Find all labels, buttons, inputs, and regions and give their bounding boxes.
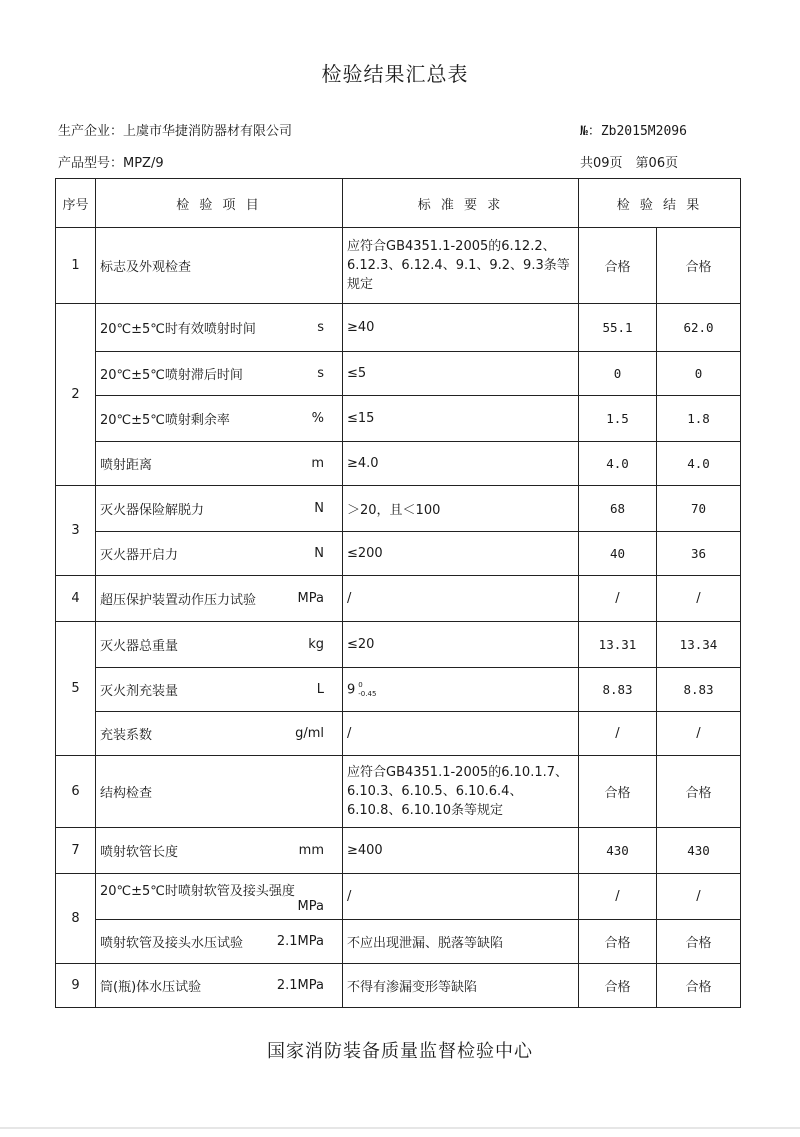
- result-cell: 合格: [579, 756, 657, 828]
- table-row: [56, 486, 741, 532]
- unit-label: s: [317, 366, 324, 381]
- result-cell: 合格: [579, 228, 657, 304]
- seq-cell: 8: [56, 874, 96, 964]
- requirement-value: 9: [347, 682, 356, 697]
- product-model: 产品型号：MPZ/9: [58, 156, 164, 171]
- seq-cell: 1: [56, 228, 96, 304]
- item-cell: [96, 964, 343, 1008]
- result-cell: /: [657, 576, 741, 622]
- item-label: 超压保护装置动作压力试验: [100, 593, 257, 608]
- unit-label: mm: [298, 843, 324, 858]
- requirement-cell: ≤15: [343, 396, 579, 442]
- unit-label: g/ml: [295, 726, 324, 741]
- requirement-cell: 不得有渗漏变形等缺陷: [343, 964, 579, 1008]
- item-label: 灭火器总重量: [100, 639, 179, 654]
- table-row: [56, 828, 741, 874]
- result-cell: 36: [657, 532, 741, 576]
- result-cell: 430: [579, 828, 657, 874]
- item-cell: [96, 532, 343, 576]
- requirement-cell: 不应出现泄漏、脱落等缺陷: [343, 920, 579, 964]
- unit-label: MPa: [297, 591, 324, 606]
- unit-label: s: [317, 320, 324, 335]
- result-cell: 合格: [657, 964, 741, 1008]
- result-cell: 4.0: [657, 442, 741, 486]
- result-cell: 62.0: [657, 304, 741, 352]
- result-cell: 40: [579, 532, 657, 576]
- item-label: 喷射距离: [100, 458, 153, 473]
- result-cell: 合格: [657, 756, 741, 828]
- item-label: 灭火器保险解脱力: [100, 503, 205, 518]
- unit-label: N: [314, 501, 324, 516]
- seq-cell: 2: [56, 304, 96, 486]
- page-count: 共09页 第06页: [580, 156, 679, 171]
- result-cell: /: [657, 874, 741, 920]
- table-row: [56, 874, 741, 920]
- result-cell: 合格: [657, 228, 741, 304]
- requirement-cell: 应符合GB4351.1-2005的6.10.1.7、6.10.3、6.10.5、6.10.6.4、6.10.8、6.10.10条等规定: [343, 756, 579, 828]
- table-row: [56, 228, 741, 304]
- item-label: 充装系数: [100, 728, 153, 743]
- table-row: [56, 352, 741, 396]
- seq-cell: 4: [56, 576, 96, 622]
- result-cell: /: [579, 712, 657, 756]
- unit-label: MPa: [297, 898, 324, 914]
- item-label: 灭火剂充装量: [100, 684, 179, 699]
- result-cell: 55.1: [579, 304, 657, 352]
- result-cell: 合格: [579, 920, 657, 964]
- item-cell: [96, 920, 343, 964]
- result-cell: 合格: [579, 964, 657, 1008]
- item-cell: [96, 576, 343, 622]
- item-label: 喷射软管长度: [100, 845, 179, 860]
- requirement-cell: ≥400: [343, 828, 579, 874]
- requirement-cell: /: [343, 874, 579, 920]
- requirement-cell: /: [343, 712, 579, 756]
- table-row: [56, 712, 741, 756]
- item-cell: [96, 874, 343, 920]
- tolerance-upper: 0: [358, 680, 363, 689]
- item-label: 筒(瓶)体水压试验: [100, 980, 202, 995]
- seq-cell: 5: [56, 622, 96, 756]
- requirement-cell: ≤20: [343, 622, 579, 668]
- result-cell: 0: [657, 352, 741, 396]
- table-row: [56, 668, 741, 712]
- requirement-cell: /: [343, 576, 579, 622]
- header-item: 检 验 项 目: [96, 179, 343, 228]
- manufacturer: 生产企业：上虞市华捷消防器材有限公司: [58, 124, 293, 139]
- item-label: 标志及外观检查: [100, 260, 192, 275]
- result-cell: 合格: [657, 920, 741, 964]
- scan-edge-line: [0, 1127, 800, 1129]
- result-cell: 1.5: [579, 396, 657, 442]
- requirement-cell: ≥40: [343, 304, 579, 352]
- item-cell: [96, 352, 343, 396]
- item-cell: [96, 712, 343, 756]
- unit-label: m: [311, 456, 324, 471]
- item-cell: [96, 828, 343, 874]
- header-seq: 序号: [56, 179, 96, 228]
- seq-cell: 9: [56, 964, 96, 1008]
- unit-label: kg: [308, 637, 324, 652]
- unit-label: %: [311, 411, 324, 426]
- seq-cell: 6: [56, 756, 96, 828]
- tolerance-lower: -0.45: [358, 689, 377, 698]
- item-cell: [96, 228, 343, 304]
- table-row: [56, 396, 741, 442]
- unit-label: 2.1MPa: [276, 978, 324, 993]
- item-cell: [96, 622, 343, 668]
- table-row: [56, 442, 741, 486]
- requirement-cell: 应符合GB4351.1-2005的6.12.2、6.12.3、6.12.4、9.1、9.2、9.3条等规定: [343, 228, 579, 304]
- item-label: 20℃±5℃时有效喷射时间: [100, 322, 256, 337]
- tolerance: [358, 681, 376, 699]
- item-label: 20℃±5℃时喷射软管及接头强度: [100, 883, 295, 899]
- item-cell: [96, 304, 343, 352]
- requirement-cell: ＞20，且＜100: [343, 486, 579, 532]
- seq-cell: 7: [56, 828, 96, 874]
- page-title: 检验结果汇总表: [321, 62, 469, 86]
- result-cell: 430: [657, 828, 741, 874]
- result-cell: 4.0: [579, 442, 657, 486]
- unit-label: L: [316, 682, 324, 697]
- item-cell: [96, 442, 343, 486]
- table-row: [56, 964, 741, 1008]
- table-row: [56, 532, 741, 576]
- table-row: [56, 756, 741, 828]
- item-label: 灭火器开启力: [100, 548, 179, 563]
- unit-label: 2.1MPa: [276, 934, 324, 949]
- unit-label: N: [314, 546, 324, 561]
- requirement-cell: ≥4.0: [343, 442, 579, 486]
- result-cell: 68: [579, 486, 657, 532]
- item-cell: [96, 486, 343, 532]
- item-label: 20℃±5℃喷射滞后时间: [100, 368, 243, 383]
- item-cell: [96, 668, 343, 712]
- result-cell: 70: [657, 486, 741, 532]
- item-label: 喷射软管及接头水压试验: [100, 936, 244, 951]
- result-cell: /: [657, 712, 741, 756]
- table-row: [56, 304, 741, 352]
- result-cell: /: [579, 874, 657, 920]
- result-cell: 8.83: [657, 668, 741, 712]
- table-row: [56, 920, 741, 964]
- result-cell: 0: [579, 352, 657, 396]
- table-header-row: [56, 179, 741, 228]
- requirement-cell: ≤5: [343, 352, 579, 396]
- requirement-cell: ≤200: [343, 532, 579, 576]
- header-result: 检 验 结 果: [579, 179, 741, 228]
- seq-cell: 3: [56, 486, 96, 576]
- header-requirement: 标 准 要 求: [343, 179, 579, 228]
- table-row: [56, 622, 741, 668]
- result-cell: 13.34: [657, 622, 741, 668]
- item-cell: [96, 756, 343, 828]
- table-row: [56, 576, 741, 622]
- result-cell: 1.8: [657, 396, 741, 442]
- requirement-cell: [343, 668, 579, 712]
- item-label: 20℃±5℃喷射剩余率: [100, 413, 230, 428]
- item-cell: [96, 396, 343, 442]
- report-number: №：Zb2015M2096: [580, 124, 687, 139]
- item-label: 结构检查: [100, 786, 153, 801]
- result-cell: /: [579, 576, 657, 622]
- result-cell: 8.83: [579, 668, 657, 712]
- issuing-organization: 国家消防装备质量监督检验中心: [267, 1041, 533, 1062]
- result-cell: 13.31: [579, 622, 657, 668]
- results-table: [55, 178, 741, 1008]
